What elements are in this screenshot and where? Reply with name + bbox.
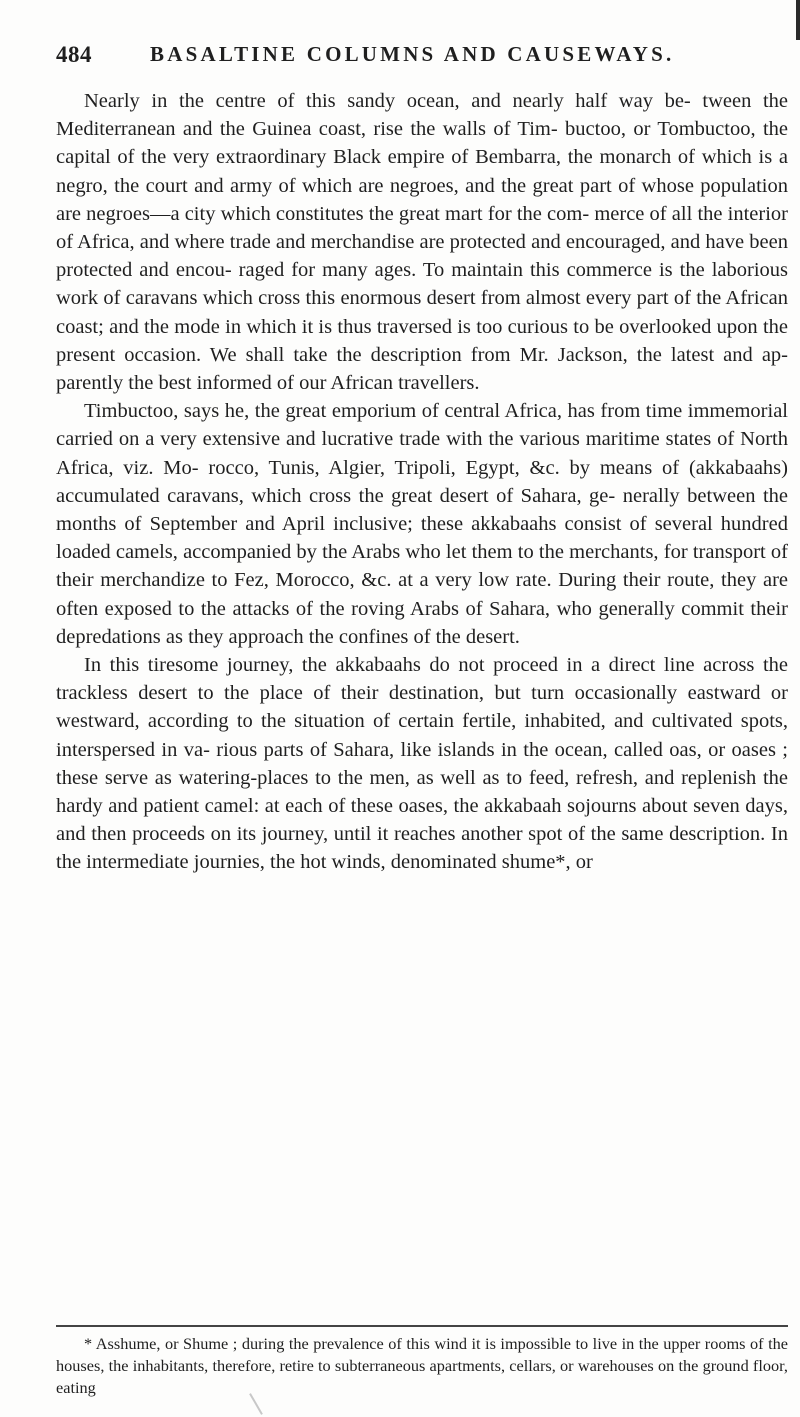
paragraph-trade-caravans: Timbuctoo, says he, the great emporium of central Africa, has from time immemorial carried on a very extensive and lucrative trade with the various maritime states of North Africa, viz. Mo- rocco, Tunis, Algier, Tripoli, Egypt, &c. by means of (akkabaahs) accumulated caravans, which cross the great desert of Sahara, ge- nerally between the months of September and April inclusive; these akkabaahs consist of several hundred loaded camels, accompanied by the Arabs who let them to the merchants, for transport of their merchandize to Fez, Morocco, &c. at a very low rate. During their route, they are often exposed to the attacks of the roving Arabs of Sahara, who generally commit their depredations as they approach the confines of the desert. [56, 400, 788, 648]
running-head: BASALTINE COLUMNS AND CAUSEWAYS. [150, 42, 675, 66]
body-text [56, 87, 788, 877]
page-header [56, 42, 756, 78]
footnote-rule [56, 1325, 788, 1327]
page-number: 484 [56, 42, 92, 67]
paragraph-oases-journey: In this tiresome journey, the akkabaahs do not proceed in a direct line across the trackless desert to the place of their destination, but turn occasionally eastward or westward, according to the situation of certain fertile, inhabited, and cultivated spots, interspersed in va- rious parts of Sahara, like islands in the ocean, called oas, or oases ; these serve as watering-places to the men, as well as to feed, refresh, and replenish the hardy and patient camel: at each of these oases, the akkabaah sojourns about seven days, and then proceeds on its journey, until it reaches another spot of the same description. In the intermediate journies, the hot winds, denominated shume*, or [56, 654, 788, 874]
page-edge-mark [796, 0, 800, 40]
paragraph-timbuctoo-intro: Nearly in the centre of this sandy ocean, and nearly half way be- tween the Mediterranean and the Guinea coast, rise the walls of Tim- buctoo, or Tombuctoo, the capital of the very extraordinary Black empire of Bembarra, the monarch of which is a negro, the court and army of which are negroes, and the great part of whose population are negroes—a city which constitutes the great mart for the com- merce of all the interior of Africa, and where trade and merchandise are protected and encouraged, and have been protected and encou- raged for many ages. To maintain this commerce is the laborious work of caravans which cross this enormous desert from almost every part of the African coast; and the mode in which it is thus traversed is too curious to be overlooked upon the present occasion. We shall take the description from Mr. Jackson, the latest and ap- parently the best informed of our African travellers. [56, 90, 788, 395]
footnote [56, 1333, 788, 1399]
footnote-text: * Asshume, or Shume ; during the prevalence of this wind it is impossible to live in the upper rooms of the houses, the inhabitants, therefore, retire to subterraneous apartments, cellars, or warehouses on the ground floor, eating [56, 1334, 788, 1397]
